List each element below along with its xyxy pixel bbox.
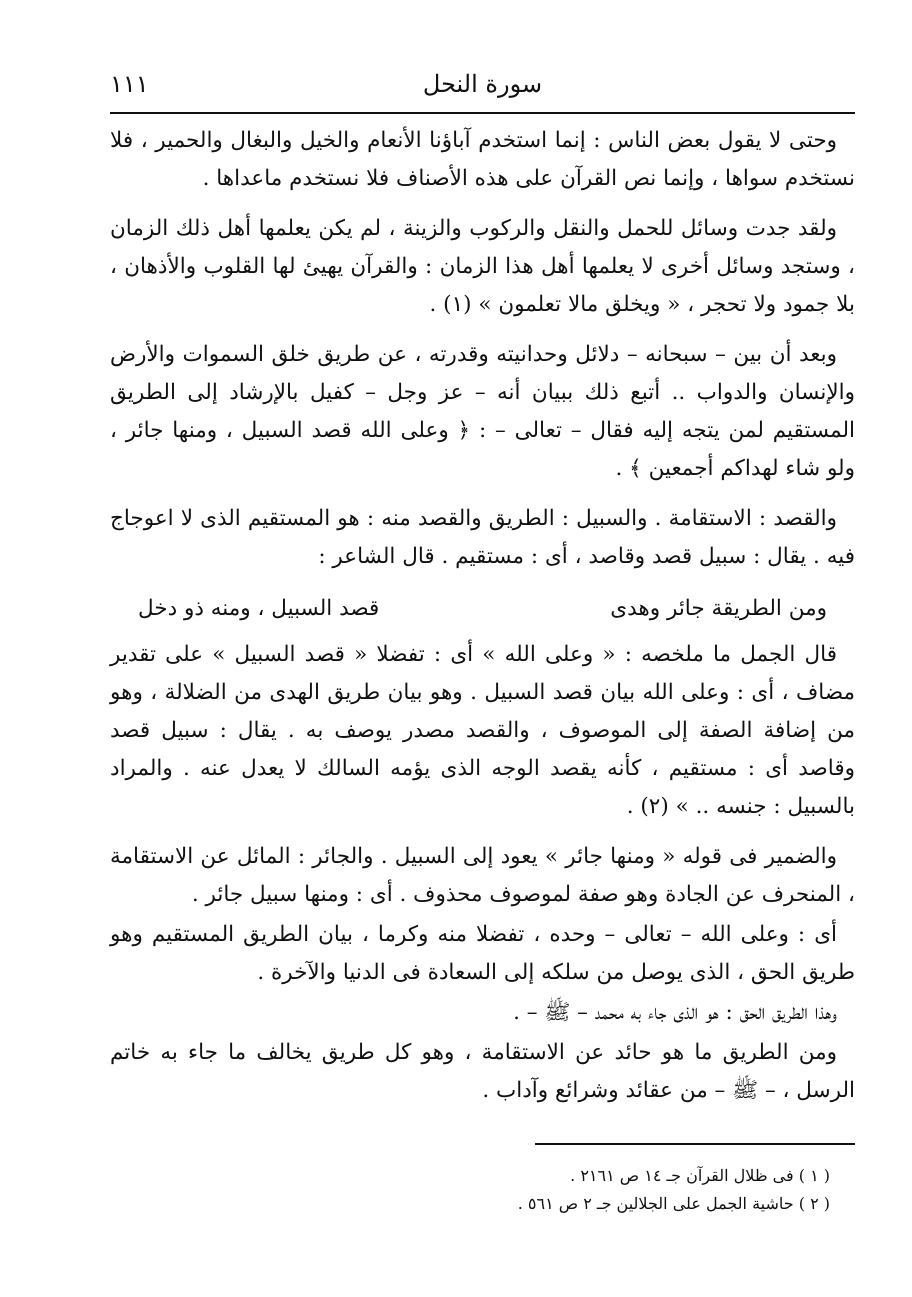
paragraph: والقصد : الاستقامة . والسبيل : الطريق والقصد منه : هو المستقيم الذى لا اعوجاج فيه . يقال : سبيل قصد وقاصد ، أى : مستقيم . قال الشاعر : [110,506,855,569]
paragraph: ومن الطريق ما هو حائد عن الاستقامة ، وهو كل طريق يخالف ما جاء به خاتم الرسل ، – ﷺ – من عقائد وشرائع وآداب . [110,1040,855,1103]
paragraph: والضمير فى قوله « ومنها جائر » يعود إلى السبيل . والجائر : المائل عن الاستقامة ، المنحرف عن الجادة وهو صفة لموصوف محذوف . أى : ومنها سبيل جائر . [110,844,855,907]
paragraph: قال الجمل ما ملخصه : « وعلى الله » أى : تفضلا « قصد السبيل » على تقدير مضاف ، أى : وعلى الله بيان قصد السبيل . وهو بيان طريق الهدى من الضلالة ، وهو من إضافة الصفة إلى الموصوف ، والقصد مصدر يوصف به . يقال : سبيل قصد وقاصد أى : مستقيم ، كأنه يقصد الوجه الذى يؤمه السالك لا يعدل عنه . والمراد بالسبيل : جنسه .. » (٢) . [110,642,855,819]
footnote-rule [535,1143,855,1145]
poetry-verse [110,590,855,628]
footnote: ( ١ ) فى ظلال القرآن جـ ١٤ ص ٢١٦١ . [570,1166,830,1185]
verse-hemistich-second: قصد السبيل ، ومنه ذو دخل [138,596,380,621]
paragraph: وهذا الطريق الحق : هو الذى جاء به محمد – ﷺ – . [513,1000,837,1025]
paragraph: ولقد جدت وسائل للحمل والنقل والركوب والزينة ، لم يكن يعلمها أهل ذلك الزمان ، وستجد وسائل أخرى لا يعلمها أهل هذا الزمان : والقرآن يهيئ لها القلوب والأذهان ، بلا جمود ولا تحجر ، « ويخلق مالا تعلمون » (١) . [110,216,855,317]
footnotes [400,1162,830,1218]
paragraph: أى : وعلى الله – تعالى – وحده ، تفضلا منه وكرما ، بيان الطريق المستقيم وهو طريق الحق ، الذى يوصل من سلكه إلى السعادة فى الدنيا والآخرة . [110,922,855,985]
paragraph: وبعد أن بين – سبحانه – دلائل وحدانيته وقدرته ، عن طريق خلق السموات والأرض والإنسان والدواب .. أتبع ذلك ببيان أنه – عز وجل – كفيل بالإرشاد إلى الطريق المستقيم لمن يتجه إليه فقال – تعالى – : ﴿ وعلى الله قصد السبيل ، ومنها جائر ، ولو شاء لهداكم أجمعين ﴾ . [110,342,855,481]
page-number: ١١١ [110,70,149,98]
footnote: ( ٢ ) حاشية الجمل على الجلالين جـ ٢ ص ٥٦١ . [517,1194,830,1213]
running-title: سورة النحل [422,70,543,98]
header-rule [110,112,855,114]
main-text [110,122,855,1110]
verse-hemistich-first: ومن الطريقة جائر وهدى [610,596,827,621]
paragraph: وحتى لا يقول بعض الناس : إنما استخدم آباؤنا الأنعام والخيل والبغال والحمير ، فلا نستخدم سواها ، وإنما نص القرآن على هذه الأصناف فلا نستخدم ماعداها . [110,128,855,191]
page-header [110,70,855,104]
